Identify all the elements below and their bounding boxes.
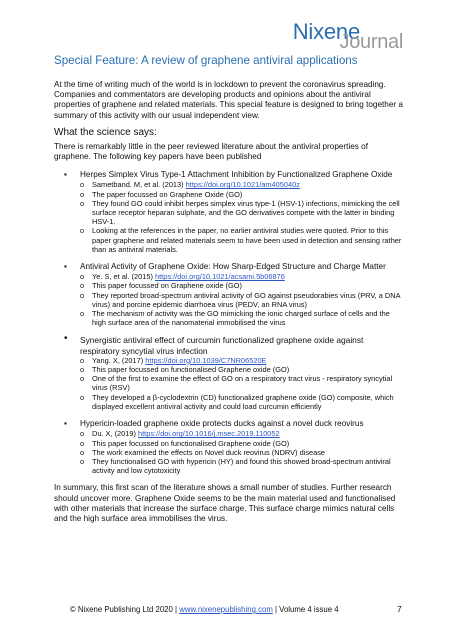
doi-link[interactable]: https://doi.org/10.1039/C7NR06520E bbox=[145, 355, 267, 365]
doi-link[interactable]: https://doi.org/10.1021/acsami.5b06876 bbox=[155, 272, 285, 282]
paper-item bbox=[54, 335, 404, 411]
footer-website-link[interactable]: www.nixenepublishing.com bbox=[179, 605, 273, 614]
bullet-icon: ▪ bbox=[64, 170, 67, 180]
paper-point: o One of the first to examine the effect of GO on a respiratory tract virus - respiratory syncytial virus (RSV) bbox=[80, 374, 393, 393]
paper-point: o The mechanism of activity was the GO mimicking the ionic charged surface of cells and the high surface area of the nanomaterial immobilised the virus bbox=[80, 309, 390, 328]
circle-bullet-icon: o bbox=[80, 281, 85, 291]
paper-title bbox=[54, 170, 404, 180]
paper-point: o The work examined the effects on Novel duck reovirus (NDRV) disease bbox=[80, 447, 326, 457]
paper-point: o This paper focussed on functionalised Graphene oxide (GO) bbox=[80, 365, 290, 375]
footer-volume: | Volume 4 issue 4 bbox=[272, 605, 339, 614]
paper-point: o The paper focussed on Graphene Oxide (GO) bbox=[80, 189, 243, 199]
paper-item bbox=[54, 170, 404, 254]
paper-citation: o Ye. S, et al. (2015) https://doi.org/10.1021/acsami.5b06876 bbox=[80, 272, 285, 282]
paper-citation: o Du. X, (2019) https://doi.org/10.1016/j.msec.2019.110052 bbox=[80, 429, 280, 439]
circle-bullet-icon: o bbox=[80, 189, 85, 199]
paper-title-text: Antiviral Activity of Graphene Oxide: How Sharp-Edged Structure and Charge Matter bbox=[80, 262, 386, 272]
circle-bullet-icon: o bbox=[80, 365, 85, 375]
paper-point: o Looking at the references in the paper, no earlier antiviral studies were quoted. Prior to this paper graphene and related materials seem to have been used in detection and sensing rather than as antiviral materials. bbox=[80, 226, 402, 254]
circle-bullet-icon: o bbox=[80, 447, 85, 457]
circle-bullet-icon: o bbox=[80, 438, 85, 448]
doi-link[interactable]: https://doi.org/10.1021/am405040z bbox=[185, 180, 300, 190]
paper-item bbox=[54, 419, 404, 475]
paper-title bbox=[54, 335, 404, 355]
article-body bbox=[54, 80, 404, 530]
circle-bullet-icon: o bbox=[80, 355, 85, 365]
science-heading: What the science says: bbox=[54, 126, 157, 138]
intro-paragraph: At the time of writing much of the world is in lockdown to prevent the coronavirus spreading. Companies and commentators are developing products and opinions about the antiviral properties of graphene and related materials. This special feature is designed to bring together a summary of this activity with our usual independent view. bbox=[54, 80, 403, 120]
paper-title bbox=[54, 419, 404, 429]
circle-bullet-icon: o bbox=[80, 198, 85, 208]
paper-item bbox=[54, 262, 404, 327]
footer-copyright: © Nixene Publishing Ltd 2020 | bbox=[70, 605, 180, 614]
circle-bullet-icon: o bbox=[80, 290, 85, 300]
paper-citation: o Sametband. M, et al. (2013) https://doi.org/10.1021/am405040z bbox=[80, 180, 300, 190]
paper-title-text: Synergistic antiviral effect of curcumin functionalized graphene oxide against respiratory syncytial virus infection bbox=[80, 335, 364, 356]
papers-list bbox=[54, 170, 404, 475]
circle-bullet-icon: o bbox=[80, 226, 85, 236]
circle-bullet-icon: o bbox=[80, 180, 85, 190]
circle-bullet-icon: o bbox=[80, 272, 85, 282]
doi-link[interactable]: https://doi.org/10.1016/j.msec.2019.110052 bbox=[138, 429, 280, 439]
paper-point: o This paper focussed on Graphene oxide (GO) bbox=[80, 281, 242, 291]
bullet-icon: ▪ bbox=[64, 262, 67, 272]
paper-citation: o Yang. X, (2017) https://doi.org/10.1039/C7NR06520E bbox=[80, 355, 267, 365]
science-intro: There is remarkably little in the peer reviewed literature about the antiviral properties of graphene. The following key papers have been published bbox=[54, 141, 369, 162]
paper-title-text: Herpes Simplex Virus Type-1 Attachment Inhibition by Functionalized Graphene Oxide bbox=[80, 170, 393, 180]
footer bbox=[70, 605, 400, 614]
bullet-icon: • bbox=[64, 333, 68, 345]
circle-bullet-icon: o bbox=[80, 456, 85, 466]
paper-point: o They reported broad-spectrum antiviral activity of GO against pseudorabies virus (PRV, a DNA virus) and porcine epidemic diarrhoea virus (PEDV, an RNA virus) bbox=[80, 290, 401, 309]
circle-bullet-icon: o bbox=[80, 429, 85, 439]
circle-bullet-icon: o bbox=[80, 392, 85, 402]
paper-title bbox=[54, 262, 404, 272]
circle-bullet-icon: o bbox=[80, 309, 85, 319]
paper-title-text: Hypericin-loaded graphene oxide protects ducks against a novel duck reovirus bbox=[80, 419, 364, 429]
logo-brand: Nixene bbox=[292, 19, 360, 44]
circle-bullet-icon: o bbox=[80, 374, 85, 384]
bullet-icon: ▪ bbox=[64, 419, 67, 429]
summary-paragraph: In summary, this first scan of the literature shows a small number of studies. Further research should uncover more. Graphene Oxide seems to be the main material used and functionalised with other materials that increase the surface charge. This surface charge mimics natural cells and the high surface area immobilises the virus. bbox=[54, 483, 396, 523]
paper-point: o This paper focussed on functionalised Graphene oxide (GO) bbox=[80, 438, 290, 448]
paper-point: o They found GO could inhibit herpes simplex virus type-1 (HSV-1) infections, mimicking the cell surface receptor heparan sulphate, and the GO derivatives compete with the latter in binding HSV-1. bbox=[80, 198, 400, 227]
page-number: 7 bbox=[397, 604, 402, 614]
paper-point: o They functionalised GO with hypericin (HY) and found this showed broad-spectrum antiviral activity and low cytotoxicity bbox=[80, 456, 391, 476]
paper-point: o They developed a β-cyclodextrin (CD) functionalized graphene oxide (GO) composite, which displayed excellent antiviral activity and could load curcumin efficiently bbox=[80, 392, 394, 411]
logo-journal: Journal bbox=[339, 31, 403, 53]
page-title: Special Feature: A review of graphene antiviral applications bbox=[54, 54, 358, 67]
